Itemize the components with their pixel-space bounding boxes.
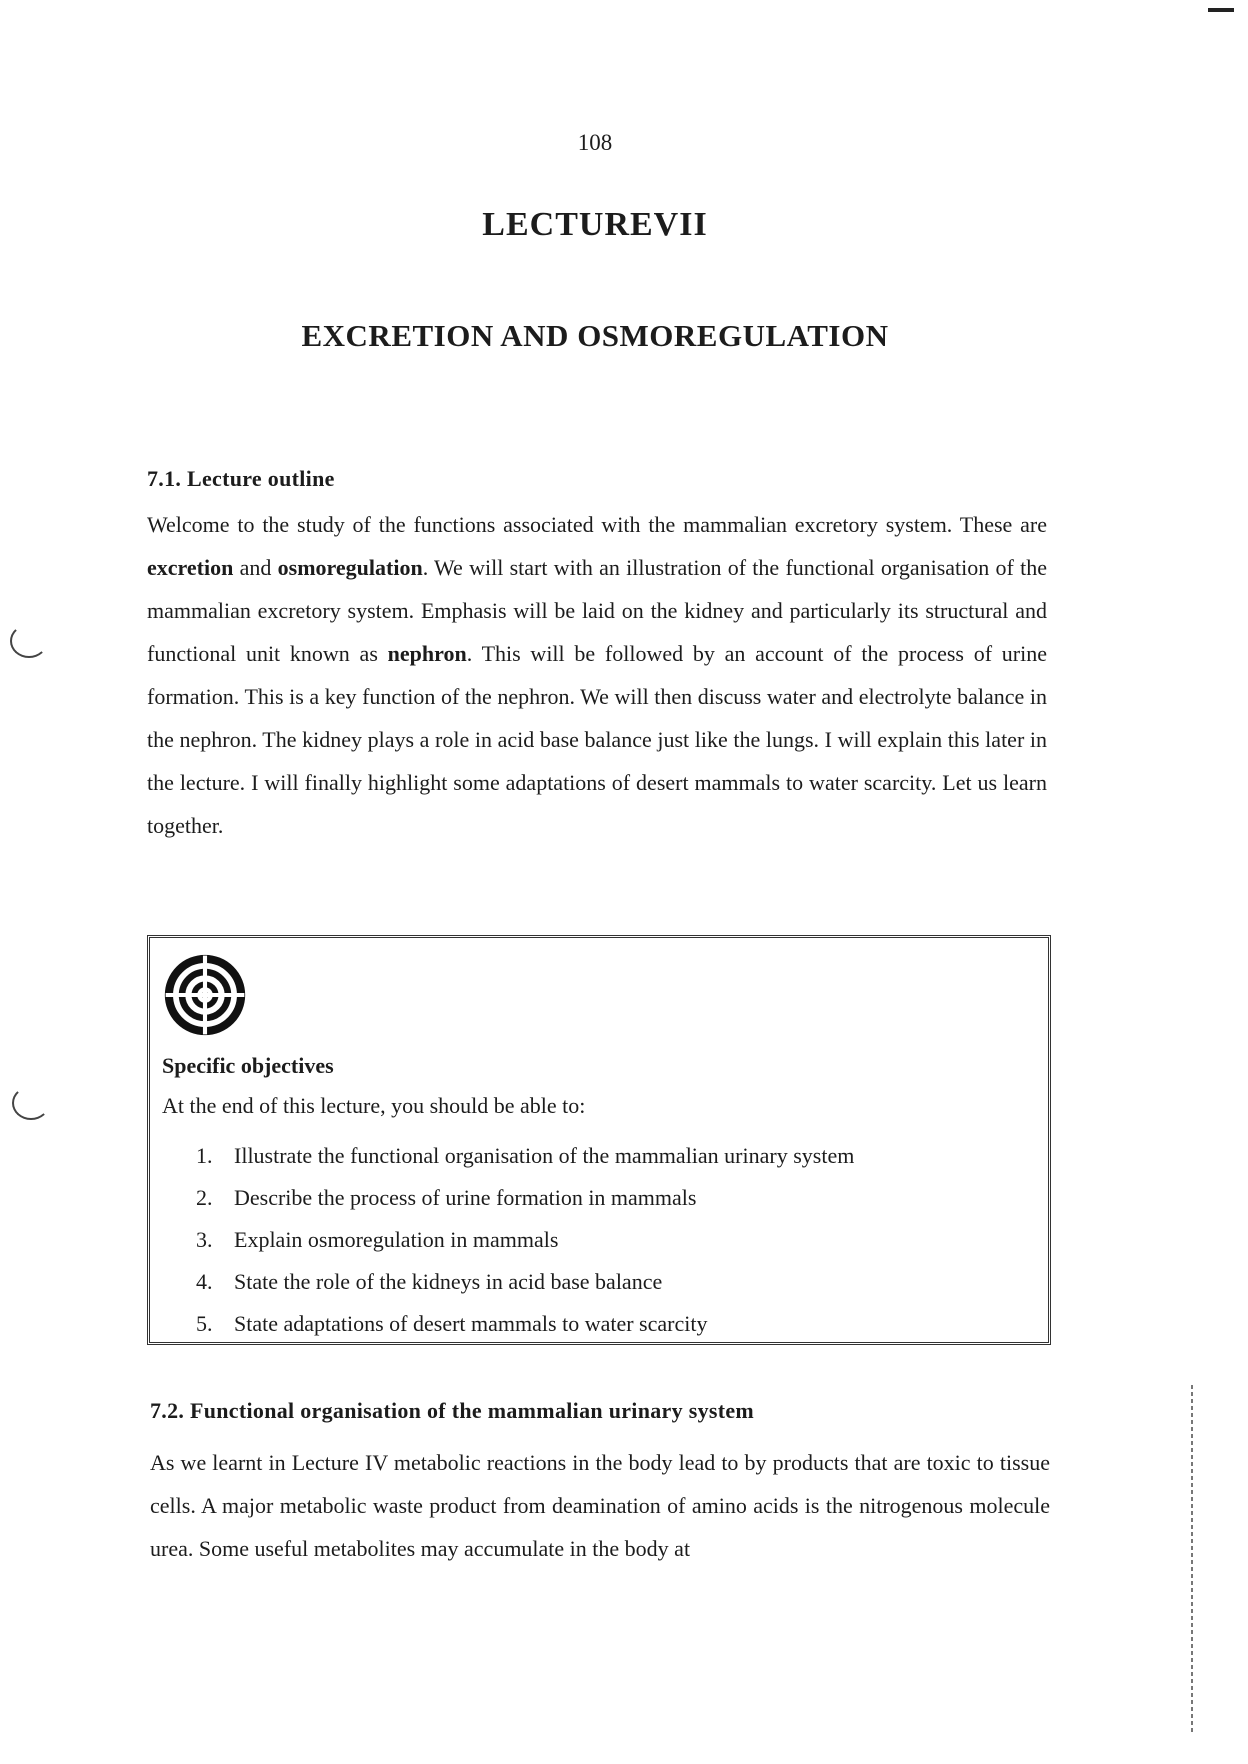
objective-number: 4. bbox=[196, 1269, 213, 1294]
functional-organisation-paragraph: As we learnt in Lecture IV metabolic reactions in the body lead to by products that are toxic to tissue cells. A major metabolic waste product from deamination of amino acids is the nitrogenous molecule urea. Some useful metabolites may accumulate in the body at bbox=[150, 1450, 1050, 1561]
objective-item bbox=[196, 1219, 854, 1261]
lecture-title: LECTUREVII bbox=[482, 206, 708, 243]
page-number: 108 bbox=[577, 130, 613, 155]
objective-number: 3. bbox=[196, 1227, 213, 1252]
objective-item bbox=[196, 1303, 854, 1345]
outline-text-part-3: . We will start with an illustration of the functional organisation of the mammalian excretory system. Emphasis will be laid on the kidney and particularly its structural and functional unit known as bbox=[147, 555, 1047, 666]
objective-text: Describe the process of urine formation in mammals bbox=[234, 1185, 697, 1210]
objectives-list bbox=[196, 1135, 854, 1345]
term-osmoregulation: osmoregulation bbox=[277, 555, 423, 580]
objective-text: State the role of the kidneys in acid base balance bbox=[234, 1269, 663, 1294]
section-heading-lecture-outline: 7.1. Lecture outline bbox=[147, 466, 335, 491]
objective-item bbox=[196, 1177, 854, 1219]
scan-edge-mark bbox=[1208, 8, 1234, 12]
objective-text: Illustrate the functional organisation of the mammalian urinary system bbox=[234, 1143, 855, 1168]
objective-text: Explain osmoregulation in mammals bbox=[234, 1227, 559, 1252]
objective-number: 1. bbox=[196, 1143, 213, 1168]
objective-number: 5. bbox=[196, 1311, 213, 1336]
lecture-outline-paragraph bbox=[147, 503, 1047, 847]
objective-number: 2. bbox=[196, 1185, 213, 1210]
outline-text-part-4: . This will be followed by an account of the process of urine formation. This is a key function of the nephron. We will then discuss water and electrolyte balance in the nephron. The kidney plays a role in acid base balance just like the lungs. I will explain this later in the lecture. I will finally highlight some adaptations of desert mammals to water scarcity. Let us learn together. bbox=[147, 641, 1047, 838]
lecture-subtitle: EXCRETION AND OSMOREGULATION bbox=[301, 318, 889, 353]
target-icon bbox=[164, 954, 246, 1036]
scan-punch-hole-mark bbox=[12, 1086, 50, 1120]
objectives-intro: At the end of this lecture, you should be able to: bbox=[162, 1093, 586, 1118]
term-excretion: excretion bbox=[147, 555, 234, 580]
objective-text: State adaptations of desert mammals to water scarcity bbox=[234, 1311, 708, 1336]
outline-text-part-1: Welcome to the study of the functions associated with the mammalian excretory system. These are bbox=[147, 512, 1047, 537]
term-nephron: nephron bbox=[387, 641, 467, 666]
objectives-heading: Specific objectives bbox=[162, 1053, 334, 1078]
specific-objectives-box bbox=[147, 935, 1051, 1345]
outline-text-part-2: and bbox=[233, 555, 278, 580]
scan-punch-hole-mark bbox=[10, 624, 48, 658]
scan-edge-line bbox=[1191, 1385, 1193, 1735]
objective-item bbox=[196, 1135, 854, 1177]
objective-item bbox=[196, 1261, 854, 1303]
section-heading-functional-organisation: 7.2. Functional organisation of the mammalian urinary system bbox=[150, 1398, 755, 1423]
